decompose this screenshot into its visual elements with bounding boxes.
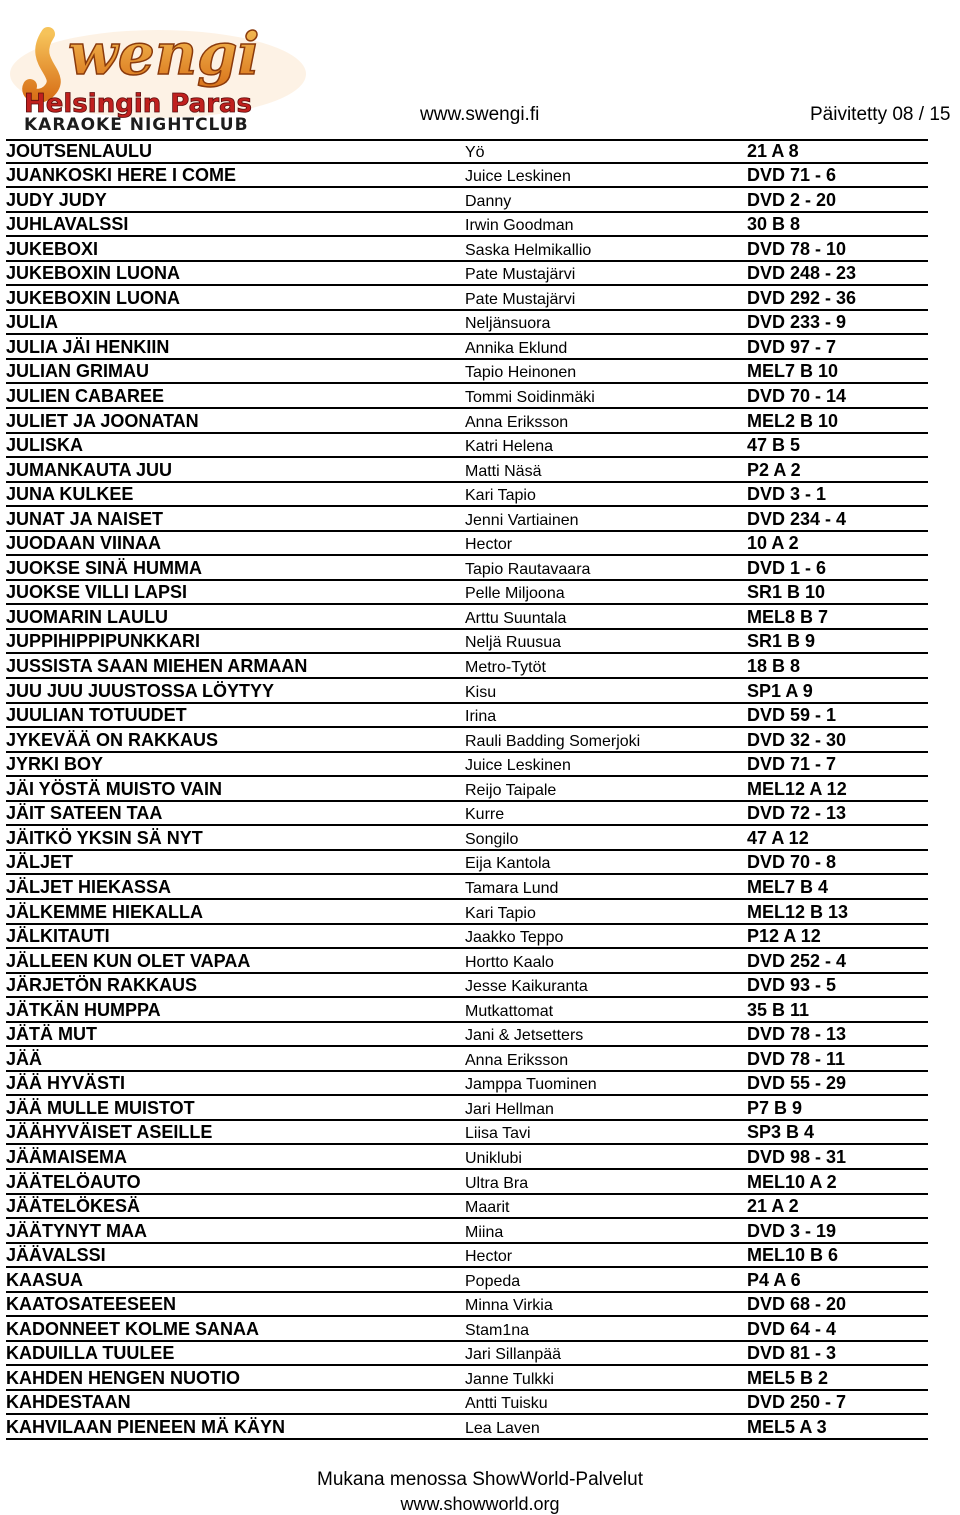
song-artist: Maarit bbox=[465, 1199, 510, 1217]
song-artist: Jari Hellman bbox=[465, 1100, 554, 1118]
table-row bbox=[6, 974, 928, 999]
song-code: 10 A 2 bbox=[747, 533, 799, 554]
song-code: DVD 93 - 5 bbox=[747, 975, 837, 996]
song-code: 21 A 8 bbox=[747, 140, 799, 161]
song-artist: Uniklubi bbox=[465, 1149, 522, 1167]
song-artist: Miina bbox=[465, 1223, 504, 1241]
song-title: JUMANKAUTA JUU bbox=[6, 459, 172, 480]
table-row bbox=[6, 532, 928, 557]
song-artist: Annika Eklund bbox=[465, 339, 568, 357]
table-row bbox=[6, 900, 928, 925]
song-artist: Metro-Tytöt bbox=[465, 659, 546, 677]
song-title: KAHDESTAAN bbox=[6, 1392, 131, 1413]
song-title: JÄÄTYNYT MAA bbox=[6, 1220, 148, 1241]
table-row bbox=[6, 1268, 928, 1293]
song-code: DVD 78 - 13 bbox=[747, 1024, 847, 1045]
song-title: KADUILLA TUULEE bbox=[6, 1343, 175, 1364]
table-row bbox=[6, 1072, 928, 1097]
song-code: MEL10 B 6 bbox=[747, 1245, 839, 1266]
song-artist: Mutkattomat bbox=[465, 1002, 554, 1020]
table-row bbox=[6, 753, 928, 778]
table-row bbox=[6, 704, 928, 729]
song-code: P12 A 12 bbox=[747, 926, 821, 947]
song-title: JUDY JUDY bbox=[6, 189, 107, 210]
song-code: MEL8 B 7 bbox=[747, 606, 829, 627]
song-code: 47 B 5 bbox=[747, 435, 801, 456]
song-code: 35 B 11 bbox=[747, 999, 810, 1020]
table-row bbox=[6, 507, 928, 532]
song-title: JÄLJET bbox=[6, 852, 74, 873]
song-artist: Rauli Badding Somerjoki bbox=[465, 732, 641, 750]
site-url-link[interactable]: www.swengi.fi bbox=[420, 104, 540, 125]
table-row bbox=[6, 1170, 928, 1195]
song-code: MEL12 B 13 bbox=[747, 901, 849, 922]
table-row bbox=[6, 458, 928, 483]
table-row bbox=[6, 384, 928, 409]
song-title: JULISKA bbox=[6, 435, 84, 456]
song-artist: Liisa Tavi bbox=[465, 1125, 531, 1143]
song-title: KAATOSATEESEEN bbox=[6, 1294, 177, 1315]
table-row bbox=[6, 335, 928, 360]
table-row bbox=[6, 1145, 928, 1170]
table-row bbox=[6, 728, 928, 753]
song-artist: Saska Helmikallio bbox=[465, 241, 592, 259]
song-code: DVD 78 - 10 bbox=[747, 238, 847, 259]
svg-text:KARAOKE NIGHTCLUB: KARAOKE NIGHTCLUB bbox=[24, 115, 249, 132]
song-code: DVD 72 - 13 bbox=[747, 803, 847, 824]
table-row bbox=[6, 139, 928, 164]
song-code: MEL7 B 10 bbox=[747, 361, 839, 382]
song-artist: Irina bbox=[465, 708, 497, 726]
song-code: DVD 64 - 4 bbox=[747, 1318, 837, 1339]
song-title: JÄTÄ MUT bbox=[6, 1024, 97, 1045]
song-artist: Tapio Rautavaara bbox=[465, 560, 591, 578]
song-code: DVD 1 - 6 bbox=[747, 557, 827, 578]
song-code: P4 A 6 bbox=[747, 1269, 801, 1290]
song-title: JUKEBOXI bbox=[6, 238, 99, 259]
song-code: SP1 A 9 bbox=[747, 680, 813, 701]
song-title: JÄÄ bbox=[6, 1048, 43, 1069]
song-artist: Neljänsuora bbox=[465, 315, 551, 333]
song-title: KADONNEET KOLME SANAA bbox=[6, 1318, 260, 1339]
table-row bbox=[6, 1219, 928, 1244]
table-row bbox=[6, 1023, 928, 1048]
table-row bbox=[6, 1293, 928, 1318]
table-row bbox=[6, 556, 928, 581]
song-title: JUNA KULKEE bbox=[6, 484, 134, 505]
song-artist: Jaakko Teppo bbox=[465, 929, 564, 947]
table-row bbox=[6, 851, 928, 876]
table-row bbox=[6, 1391, 928, 1416]
song-title: JYKEVÄÄ ON RAKKAUS bbox=[6, 729, 219, 750]
table-row bbox=[6, 581, 928, 606]
song-code: DVD 70 - 8 bbox=[747, 852, 837, 873]
song-artist: Hector bbox=[465, 1248, 513, 1266]
table-row bbox=[6, 998, 928, 1023]
table-row bbox=[6, 164, 928, 189]
song-artist: Popeda bbox=[465, 1272, 521, 1290]
song-title: JÄÄVALSSI bbox=[6, 1245, 106, 1266]
song-title: JÄÄ HYVÄSTI bbox=[6, 1073, 126, 1094]
song-code: MEL10 A 2 bbox=[747, 1171, 837, 1192]
table-row bbox=[6, 1096, 928, 1121]
song-code: 18 B 8 bbox=[747, 656, 801, 677]
song-code: MEL12 A 12 bbox=[747, 778, 847, 799]
table-row bbox=[6, 826, 928, 851]
song-artist: Yö bbox=[465, 143, 485, 161]
page-header bbox=[0, 0, 960, 140]
song-artist: Stam1na bbox=[465, 1321, 530, 1339]
song-artist: Juice Leskinen bbox=[465, 757, 571, 775]
song-title: JÄÄ MULLE MUISTOT bbox=[6, 1097, 195, 1118]
song-title: JUNAT JA NAISET bbox=[6, 508, 164, 529]
song-artist: Matti Näsä bbox=[465, 462, 542, 480]
song-code: DVD 71 - 7 bbox=[747, 754, 837, 775]
song-title: JÄLKITAUTI bbox=[6, 926, 110, 947]
song-code: DVD 68 - 20 bbox=[747, 1294, 847, 1315]
song-code: 30 B 8 bbox=[747, 214, 801, 235]
song-code: DVD 234 - 4 bbox=[747, 508, 847, 529]
song-title: JOUTSENLAULU bbox=[6, 140, 153, 161]
song-artist: Juice Leskinen bbox=[465, 168, 571, 186]
song-title: JUHLAVALSSI bbox=[6, 214, 129, 235]
table-row bbox=[6, 777, 928, 802]
song-artist: Lea Laven bbox=[465, 1419, 540, 1437]
song-code: DVD 3 - 19 bbox=[747, 1220, 837, 1241]
song-code: DVD 252 - 4 bbox=[747, 950, 847, 971]
song-artist: Tommi Soidinmäki bbox=[465, 389, 595, 407]
song-code: DVD 233 - 9 bbox=[747, 312, 847, 333]
song-code: DVD 292 - 36 bbox=[747, 287, 857, 308]
table-row bbox=[6, 1366, 928, 1391]
table-row bbox=[6, 237, 928, 262]
table-row bbox=[6, 949, 928, 974]
song-artist: Tamara Lund bbox=[465, 879, 559, 897]
song-artist: Jenni Vartiainen bbox=[465, 511, 579, 529]
song-title: JÄÄTELÖAUTO bbox=[6, 1171, 141, 1192]
song-code: 47 A 12 bbox=[747, 827, 809, 848]
song-code: P2 A 2 bbox=[747, 459, 801, 480]
song-code: DVD 2 - 20 bbox=[747, 189, 837, 210]
song-artist: Arttu Suuntala bbox=[465, 609, 567, 627]
swengi-logo-graphic bbox=[8, 4, 308, 132]
song-title: JÄIT SATEEN TAA bbox=[6, 803, 163, 824]
song-code: MEL7 B 4 bbox=[747, 876, 829, 897]
song-code: DVD 81 - 3 bbox=[747, 1343, 837, 1364]
song-title: JUANKOSKI HERE I COME bbox=[6, 165, 237, 186]
table-row bbox=[6, 654, 928, 679]
song-code: MEL5 A 3 bbox=[747, 1416, 827, 1437]
song-code: DVD 78 - 11 bbox=[747, 1048, 846, 1069]
table-row bbox=[6, 1047, 928, 1072]
song-title: JULIA bbox=[6, 312, 59, 333]
song-title: JÄÄTELÖKESÄ bbox=[6, 1196, 141, 1217]
song-title: KAHVILAAN PIENEEN MÄ KÄYN bbox=[6, 1416, 286, 1437]
table-row bbox=[6, 875, 928, 900]
updated-date: Päivitetty 08 / 15 bbox=[810, 104, 951, 125]
table-row bbox=[6, 1317, 928, 1342]
table-row bbox=[6, 434, 928, 459]
song-title: JÄLKEMME HIEKALLA bbox=[6, 901, 203, 922]
song-artist: Kari Tapio bbox=[465, 904, 536, 922]
table-row bbox=[6, 213, 928, 238]
song-table bbox=[6, 139, 928, 1440]
table-row bbox=[6, 1244, 928, 1269]
footer-sponsor: Mukana menossa ShowWorld-Palvelut bbox=[317, 1469, 643, 1490]
song-artist: Hector bbox=[465, 536, 513, 554]
song-title: JÄTKÄN HUMPPA bbox=[6, 999, 161, 1020]
song-code: DVD 3 - 1 bbox=[747, 484, 827, 505]
song-title: JYRKI BOY bbox=[6, 754, 104, 775]
song-artist: Antti Tuisku bbox=[465, 1395, 548, 1413]
song-artist: Neljä Ruusua bbox=[465, 634, 562, 652]
song-title: JUULIAN TOTUUDET bbox=[6, 705, 187, 726]
song-code: SP3 B 4 bbox=[747, 1122, 815, 1143]
song-code: SR1 B 9 bbox=[747, 631, 816, 652]
table-row bbox=[6, 188, 928, 213]
song-artist: Danny bbox=[465, 192, 512, 210]
table-row bbox=[6, 483, 928, 508]
song-code: MEL5 B 2 bbox=[747, 1367, 829, 1388]
song-artist: Anna Eriksson bbox=[465, 1051, 569, 1069]
song-artist: Hortto Kaalo bbox=[465, 953, 554, 971]
song-artist: Songilo bbox=[465, 830, 519, 848]
song-artist: Jamppa Tuominen bbox=[465, 1076, 597, 1094]
song-title: JÄRJETÖN RAKKAUS bbox=[6, 975, 198, 996]
song-artist: Jani & Jetsetters bbox=[465, 1027, 584, 1045]
table-row bbox=[6, 630, 928, 655]
song-title: KAHDEN HENGEN NUOTIO bbox=[6, 1367, 241, 1388]
song-title: JULIAN GRIMAU bbox=[6, 361, 149, 382]
song-artist: Eija Kantola bbox=[465, 855, 551, 873]
table-row bbox=[6, 1121, 928, 1146]
table-row bbox=[6, 1342, 928, 1367]
song-artist: Kurre bbox=[465, 806, 505, 824]
song-code: DVD 97 - 7 bbox=[747, 336, 837, 357]
song-title: JUKEBOXIN LUONA bbox=[6, 287, 181, 308]
song-title: JÄI YÖSTÄ MUISTO VAIN bbox=[6, 778, 223, 799]
table-row bbox=[6, 409, 928, 434]
song-title: JULIA JÄI HENKIIN bbox=[6, 336, 170, 357]
song-artist: Anna Eriksson bbox=[465, 413, 569, 431]
table-row bbox=[6, 360, 928, 385]
song-title: JUSSISTA SAAN MIEHEN ARMAAN bbox=[6, 656, 308, 677]
song-title: JUKEBOXIN LUONA bbox=[6, 263, 181, 284]
table-row bbox=[6, 286, 928, 311]
table-row bbox=[6, 1195, 928, 1220]
song-code: DVD 70 - 14 bbox=[747, 386, 847, 407]
song-code: P7 B 9 bbox=[747, 1097, 803, 1118]
song-code: 21 A 2 bbox=[747, 1196, 799, 1217]
song-artist: Kisu bbox=[465, 683, 497, 701]
song-artist: Jari Sillanpää bbox=[465, 1346, 562, 1364]
song-title: JUOKSE VILLI LAPSI bbox=[6, 582, 188, 603]
song-title: JUODAAN VIINAA bbox=[6, 533, 162, 554]
table-row bbox=[6, 262, 928, 287]
song-artist: Kari Tapio bbox=[465, 487, 536, 505]
swengi-logo bbox=[8, 4, 308, 132]
table-row bbox=[6, 802, 928, 827]
song-title: KAASUA bbox=[6, 1269, 84, 1290]
song-artist: Pate Mustajärvi bbox=[465, 266, 576, 284]
footer-url-link[interactable]: www.showworld.org bbox=[400, 1494, 560, 1514]
song-code: DVD 98 - 31 bbox=[747, 1146, 847, 1167]
song-code: DVD 71 - 6 bbox=[747, 165, 837, 186]
svg-text:wengi: wengi bbox=[68, 20, 260, 88]
song-code: DVD 248 - 23 bbox=[747, 263, 857, 284]
svg-text:Helsingin Paras: Helsingin Paras bbox=[24, 89, 253, 119]
song-title: JÄLJET HIEKASSA bbox=[6, 876, 172, 897]
song-artist: Jesse Kaikuranta bbox=[465, 978, 588, 996]
song-code: DVD 32 - 30 bbox=[747, 729, 847, 750]
song-artist: Irwin Goodman bbox=[465, 217, 574, 235]
song-title: JÄITKÖ YKSIN SÄ NYT bbox=[6, 827, 203, 848]
song-title: JÄÄMAISEMA bbox=[6, 1146, 128, 1167]
table-row bbox=[6, 679, 928, 704]
table-row bbox=[6, 605, 928, 630]
song-code: DVD 59 - 1 bbox=[747, 705, 837, 726]
table-row bbox=[6, 925, 928, 950]
song-artist: Pelle Miljoona bbox=[465, 585, 565, 603]
song-title: JUOMARIN LAULU bbox=[6, 606, 168, 627]
song-code: MEL2 B 10 bbox=[747, 410, 839, 431]
song-artist: Reijo Taipale bbox=[465, 781, 557, 799]
song-code: DVD 55 - 29 bbox=[747, 1073, 847, 1094]
song-artist: Katri Helena bbox=[465, 438, 554, 456]
song-title: JULIET JA JOONATAN bbox=[6, 410, 199, 431]
song-artist: Janne Tulkki bbox=[465, 1370, 554, 1388]
song-artist: Minna Virkia bbox=[465, 1297, 553, 1315]
song-code: DVD 250 - 7 bbox=[747, 1392, 847, 1413]
song-title: JULIEN CABAREE bbox=[6, 386, 165, 407]
song-title: JUOKSE SINÄ HUMMA bbox=[6, 557, 203, 578]
song-code: SR1 B 10 bbox=[747, 582, 826, 603]
song-title: JUU JUU JUUSTOSSA LÖYTYY bbox=[6, 680, 275, 701]
song-title: JUPPIHIPPIPUNKKARI bbox=[6, 631, 201, 652]
table-row bbox=[6, 1415, 928, 1440]
song-title: JÄLLEEN KUN OLET VAPAA bbox=[6, 950, 251, 971]
table-row bbox=[6, 311, 928, 336]
song-artist: Ultra Bra bbox=[465, 1174, 529, 1192]
song-artist: Tapio Heinonen bbox=[465, 364, 577, 382]
song-artist: Pate Mustajärvi bbox=[465, 290, 576, 308]
song-title: JÄÄHYVÄISET ASEILLE bbox=[6, 1122, 213, 1143]
